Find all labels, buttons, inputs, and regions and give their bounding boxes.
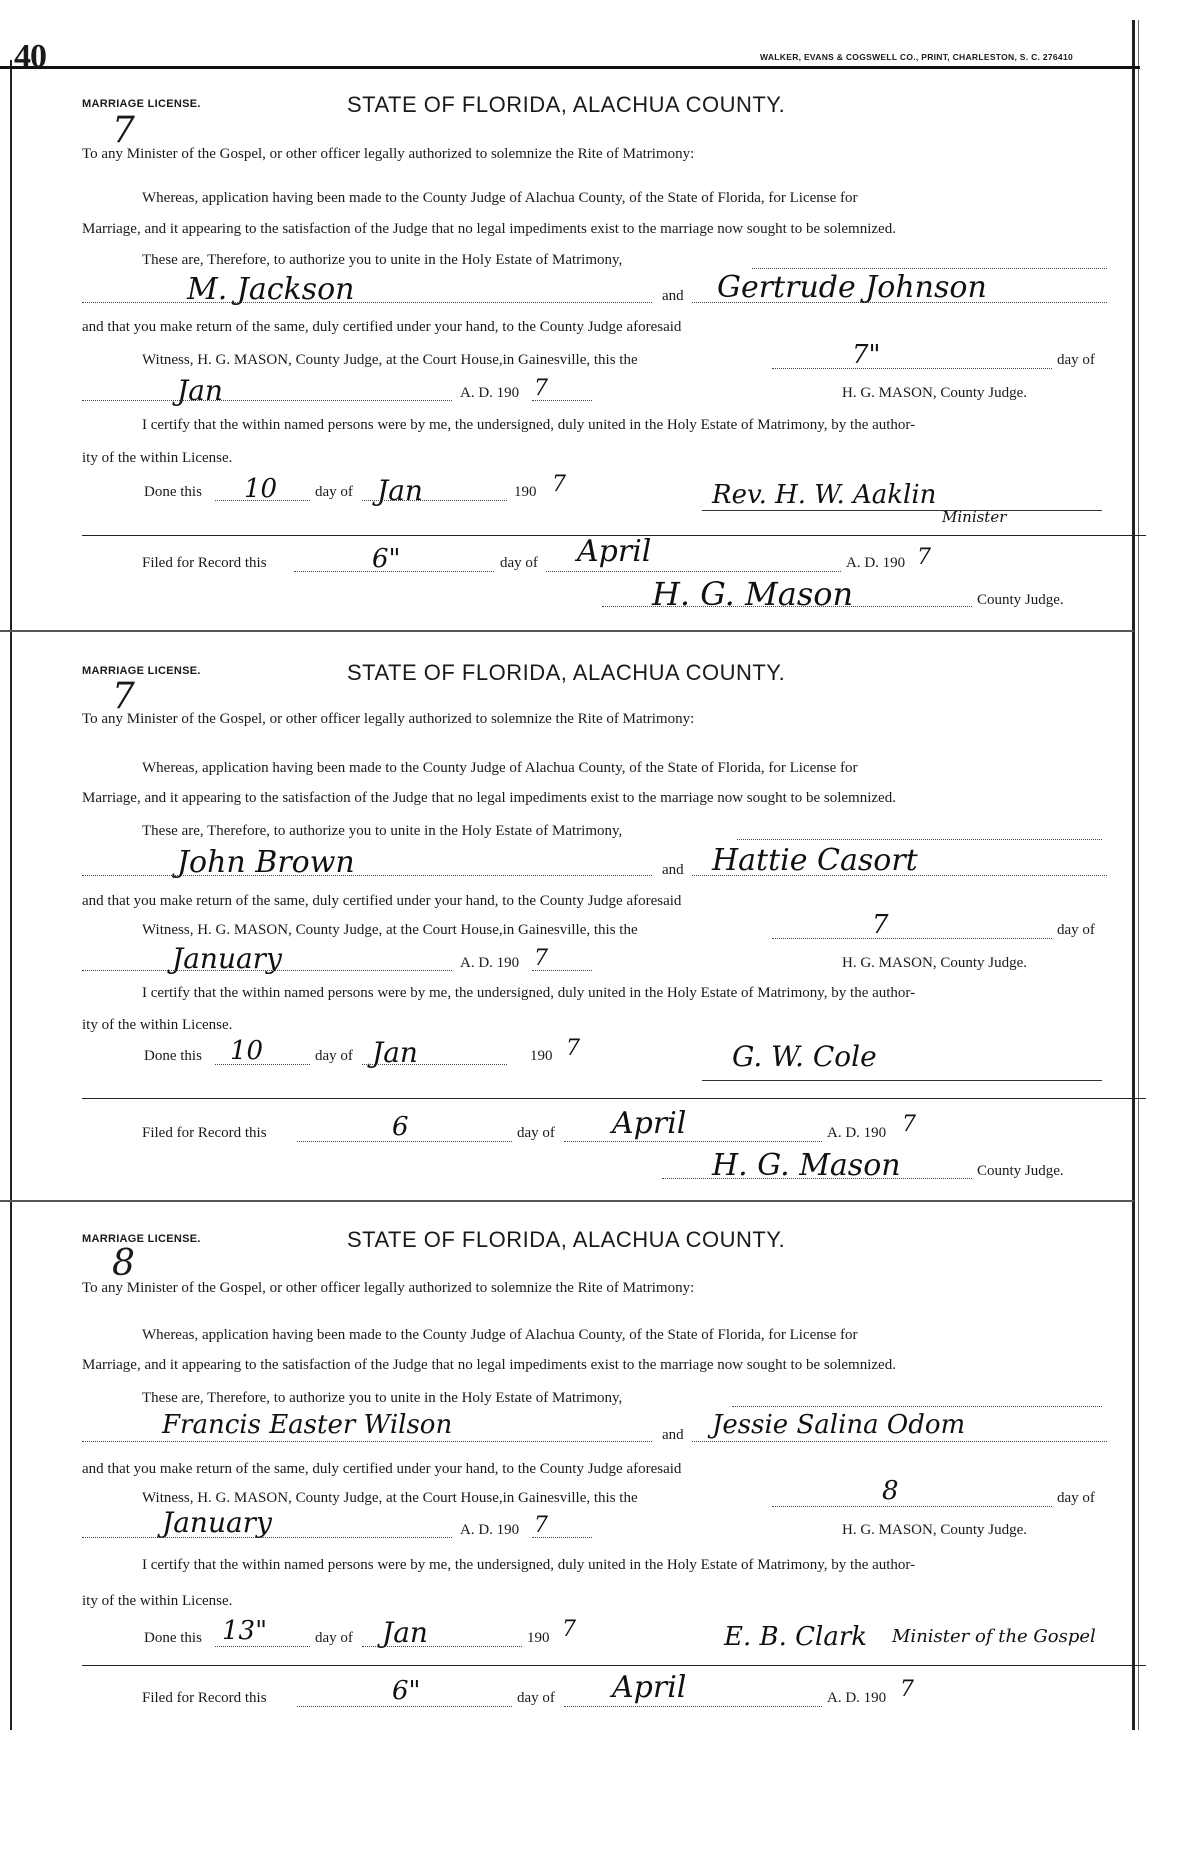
year-label: 190 (530, 1048, 553, 1064)
county-judge-label: County Judge. (977, 1163, 1064, 1179)
filed-year-digit: 7 (902, 1112, 916, 1137)
filed-ad-label: A. D. 190 (846, 555, 906, 571)
address-line: To any Minister of the Gospel, or other officer legally authorized to solemnize the Rite of Matrimony: (82, 1280, 695, 1296)
page-number: 40 (14, 38, 46, 75)
fill-line (752, 268, 1107, 269)
return-line: and that you make return of the same, duly certified under your hand, to the County Judge aforesaid (82, 319, 682, 335)
groom-name: John Brown (177, 845, 355, 880)
officiant-signature: G. W. Cole (732, 1040, 877, 1073)
day-of-label: day of (315, 1630, 353, 1646)
marriage-line: Marriage, and it appearing to the satisfaction of the Judge that no legal impediments exist to the marriage now sought to be solemnized. (82, 790, 896, 806)
page-frame-left (10, 60, 12, 1730)
fill-line (362, 1646, 522, 1647)
fill-line (772, 368, 1052, 369)
these-are-line: These are, Therefore, to authorize you to unite in the Holy Estate of Matrimony, (142, 1390, 623, 1406)
marriage-line: Marriage, and it appearing to the satisfaction of the Judge that no legal impediments exist to the marriage now sought to be solemnized. (82, 221, 896, 237)
filed-month: April (612, 1670, 687, 1705)
filed-ad-label: A. D. 190 (827, 1690, 887, 1706)
separator-rule (82, 1665, 1146, 1666)
page-frame-right-inner (1138, 20, 1139, 1730)
certify-line: I certify that the within named persons were by me, the undersigned, duly united in the Holy Estate of Matrimony, by the author- (142, 985, 916, 1001)
fill-line (362, 1064, 507, 1065)
license-label: MARRIAGE LICENSE. (82, 665, 201, 677)
state-title: STATE OF FLORIDA, ALACHUA COUNTY. (347, 660, 786, 685)
officiant-signature: Rev. H. W. Aaklin (712, 480, 937, 510)
groom-name: Francis Easter Wilson (162, 1410, 453, 1440)
done-month: Jan (372, 1036, 418, 1069)
fill-line (215, 1646, 310, 1647)
whereas-line: Whereas, application having been made to the County Judge of Alachua County, of the State of Florida, for License for (142, 1327, 858, 1343)
license-number: 7 (112, 110, 135, 151)
judge-signature: H. G. MASON, County Judge. (842, 1522, 1028, 1538)
done-month: Jan (377, 474, 423, 507)
day-of-label: day of (315, 1048, 353, 1064)
filed-day-of-label: day of (500, 555, 538, 571)
ad-label: A. D. 190 (460, 955, 520, 971)
filed-ad-label: A. D. 190 (827, 1125, 887, 1141)
whereas-line: Whereas, application having been made to the County Judge of Alachua County, of the State of Florida, for License for (142, 760, 858, 776)
these-are-line: These are, Therefore, to authorize you to unite in the Holy Estate of Matrimony, (142, 252, 623, 268)
signature-line (702, 510, 1102, 511)
fill-line (362, 500, 507, 501)
witness-day: 7" (852, 340, 881, 370)
fill-line (692, 875, 1107, 876)
fill-line (732, 1406, 1102, 1407)
fill-line (82, 875, 652, 876)
fill-line (692, 1441, 1107, 1442)
fill-line (82, 400, 452, 401)
filed-month: April (612, 1106, 687, 1141)
ad-label: A. D. 190 (460, 385, 520, 401)
ity-line: ity of the within License. (82, 1017, 233, 1033)
state-title: STATE OF FLORIDA, ALACHUA COUNTY. (347, 1227, 786, 1252)
witness-month: January (172, 942, 282, 975)
certify-line: I certify that the within named persons were by me, the undersigned, duly united in the Holy Estate of Matrimony, by the author- (142, 417, 916, 433)
done-day: 13" (222, 1616, 268, 1646)
filed-by-signature: H. G. Mason (652, 575, 854, 613)
done-month: Jan (382, 1616, 428, 1649)
done-this-label: Done this (144, 1630, 202, 1646)
return-line: and that you make return of the same, duly certified under your hand, to the County Judge aforesaid (82, 1461, 682, 1477)
fill-line (564, 1141, 822, 1142)
day-of-label: day of (315, 484, 353, 500)
day-of-label: day of (1057, 1490, 1095, 1506)
filed-day: 6" (392, 1676, 421, 1706)
ity-line: ity of the within License. (82, 1593, 233, 1609)
fill-line (532, 1537, 592, 1538)
witness-line: Witness, H. G. MASON, County Judge, at the Court House,in Gainesville, this the (142, 1490, 638, 1506)
filed-label: Filed for Record this (142, 555, 267, 571)
done-year-digit: 7 (566, 1036, 580, 1061)
judge-signature: H. G. MASON, County Judge. (842, 955, 1028, 971)
filed-year-digit: 7 (900, 1677, 914, 1702)
fill-line (772, 938, 1052, 939)
filed-month: April (577, 534, 652, 569)
separator-rule (82, 1098, 1146, 1099)
marriage-line: Marriage, and it appearing to the satisfaction of the Judge that no legal impediments exist to the marriage now sought to be solemnized. (82, 1357, 896, 1373)
done-year-digit: 7 (562, 1617, 576, 1642)
fill-line (692, 302, 1107, 303)
fill-line (532, 400, 592, 401)
whereas-line: Whereas, application having been made to the County Judge of Alachua County, of the State of Florida, for License for (142, 190, 858, 206)
fill-line (737, 839, 1102, 840)
witness-year-digit: 7 (534, 376, 548, 401)
fill-line (532, 970, 592, 971)
fill-line (662, 1178, 972, 1179)
address-line: To any Minister of the Gospel, or other officer legally authorized to solemnize the Rite of Matrimony: (82, 711, 695, 727)
license-number: 8 (112, 1243, 135, 1284)
and-label: and (662, 288, 684, 304)
county-judge-label: County Judge. (977, 592, 1064, 608)
officiant-title: Minister of the Gospel (892, 1626, 1096, 1647)
witness-year-digit: 7 (534, 1513, 548, 1538)
filed-day: 6" (372, 544, 401, 574)
witness-day: 7 (872, 910, 889, 940)
witness-month: January (162, 1506, 272, 1539)
witness-line: Witness, H. G. MASON, County Judge, at the Court House,in Gainesville, this the (142, 922, 638, 938)
page-top-rule (0, 66, 1140, 69)
filed-day-of-label: day of (517, 1690, 555, 1706)
witness-line: Witness, H. G. MASON, County Judge, at the Court House,in Gainesville, this the (142, 352, 638, 368)
judge-signature: H. G. MASON, County Judge. (842, 385, 1028, 401)
day-of-label: day of (1057, 352, 1095, 368)
printer-imprint: WALKER, EVANS & COGSWELL CO., PRINT, CHARLESTON, S. C. 276410 (760, 52, 1074, 62)
filed-by-signature: H. G. Mason (712, 1148, 901, 1183)
certify-line: I certify that the within named persons were by me, the undersigned, duly united in the Holy Estate of Matrimony, by the author- (142, 1557, 916, 1573)
signature-line (702, 1080, 1102, 1081)
record-divider (0, 630, 1134, 632)
and-label: and (662, 862, 684, 878)
ity-line: ity of the within License. (82, 450, 233, 466)
filed-label: Filed for Record this (142, 1125, 267, 1141)
filed-day: 6 (392, 1112, 409, 1142)
groom-name: M. Jackson (187, 272, 355, 307)
fill-line (82, 1537, 452, 1538)
and-label: and (662, 1427, 684, 1443)
address-line: To any Minister of the Gospel, or other officer legally authorized to solemnize the Rite of Matrimony: (82, 146, 695, 162)
license-number: 7 (112, 676, 135, 717)
done-this-label: Done this (144, 484, 202, 500)
filed-day-of-label: day of (517, 1125, 555, 1141)
bride-name: Jessie Salina Odom (712, 1410, 966, 1440)
state-title: STATE OF FLORIDA, ALACHUA COUNTY. (347, 92, 786, 117)
officiant-title: Minister (942, 508, 1007, 526)
officiant-signature: E. B. Clark (724, 1622, 868, 1652)
done-year-digit: 7 (552, 472, 566, 497)
year-label: 190 (514, 484, 537, 500)
day-of-label: day of (1057, 922, 1095, 938)
record-divider (0, 1200, 1134, 1202)
fill-line (602, 606, 972, 607)
witness-year-digit: 7 (534, 946, 548, 971)
done-day: 10 (244, 474, 278, 504)
license-label: MARRIAGE LICENSE. (82, 98, 201, 110)
fill-line (215, 1064, 310, 1065)
witness-month: Jan (177, 374, 223, 407)
bride-name: Hattie Casort (712, 843, 918, 878)
year-label: 190 (527, 1630, 550, 1646)
fill-line (82, 302, 652, 303)
filed-label: Filed for Record this (142, 1690, 267, 1706)
fill-line (546, 571, 841, 572)
fill-line (772, 1506, 1052, 1507)
fill-line (82, 970, 452, 971)
fill-line (564, 1706, 822, 1707)
filed-year-digit: 7 (917, 545, 931, 570)
witness-day: 8 (882, 1476, 899, 1506)
done-this-label: Done this (144, 1048, 202, 1064)
return-line: and that you make return of the same, duly certified under your hand, to the County Judge aforesaid (82, 893, 682, 909)
page-frame-right (1132, 20, 1135, 1730)
fill-line (82, 1441, 652, 1442)
these-are-line: These are, Therefore, to authorize you to unite in the Holy Estate of Matrimony, (142, 823, 623, 839)
bride-name: Gertrude Johnson (717, 270, 987, 305)
ad-label: A. D. 190 (460, 1522, 520, 1538)
done-day: 10 (230, 1036, 264, 1066)
license-label: MARRIAGE LICENSE. (82, 1233, 201, 1245)
fill-line (215, 500, 310, 501)
fill-line (297, 1706, 512, 1707)
